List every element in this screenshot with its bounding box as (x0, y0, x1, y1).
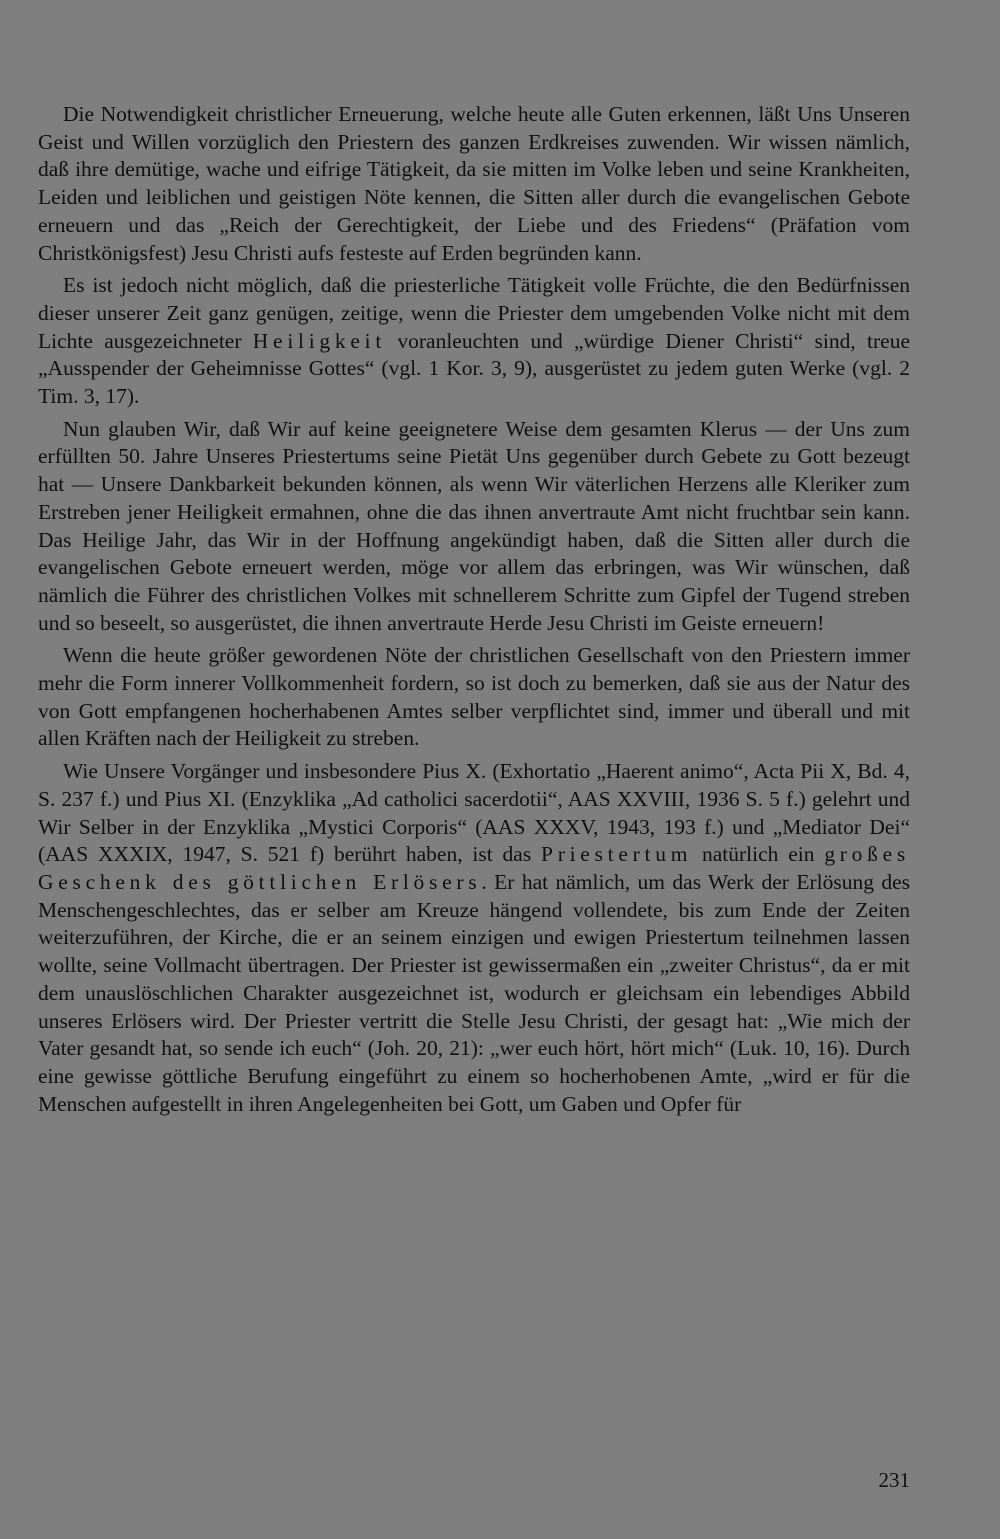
paragraph-clergy (38, 416, 910, 638)
emphasized-word: Heiligkeit (252, 328, 387, 353)
paragraph-priesthood (38, 758, 910, 1118)
page-number: 231 (878, 1468, 910, 1492)
paragraph-renewal (38, 101, 910, 267)
document-page-text (38, 101, 910, 1118)
paragraph-perfection (38, 642, 910, 753)
paragraph-text: Wenn die heute größer gewordenen Nöte der christlichen Gesellschaft von den Priestern immer mehr die Form innerer Vollkommenheit fordern, so ist doch zu bemerken, daß sie aus der Natur des von Gott empfangenen hocherhabenen Amtes selber verpflichtet sind, immer und überall und mit allen Kräften nach der Heiligkeit zu streben. (38, 643, 910, 751)
paragraph-text-part: voranleuchten und „würdige Diener Christi“ sind, treue „Ausspender der Geheimnisse Gottes“ (vgl. 1 Kor. 3, 9), ausgerüstet zu jedem guten Werke (vgl. 2 Tim. 3, 17). (38, 328, 910, 409)
paragraph-text: Die Notwendigkeit christlicher Erneuerung, welche heute alle Guten erkennen, läßt Uns Unseren Geist und Willen vorzüglich den Priestern des ganzen Erdkreises zuwenden. Wir wissen nämlich, daß ihre demütige, wache und eifrige Tätigkeit, da sie mitten im Volke leben und seine Krankheiten, Leiden und leiblichen und geistigen Nöte kennen, die Sitten aller durch die evangelischen Gebote erneuern und das „Reich der Gerechtigkeit, der Liebe und des Friedens“ (Präfation vom Christkönigsfest) Jesu Christi aufs festeste auf Erden begründen kann. (38, 102, 910, 265)
paragraph-text-part: Es ist jedoch nicht möglich, daß die priesterliche Tätigkeit volle Früchte, die den Bedürfnissen dieser unserer Zeit ganz genügen, zeitige, wenn die Priester dem umgebenden Volke nicht mit dem Lichte ausgezeichneter (38, 273, 910, 353)
paragraph-text: Nun glauben Wir, daß Wir auf keine geeignetere Weise dem gesamten Klerus — der Uns zum erfüllten 50. Jahre Unseres Priestertums seine Pietät Uns gegenüber durch Gebete zu Gott bezeugt hat — Unsere Dankbarkeit bekunden können, als wenn Wir väterlichen Herzens alle Kleriker zum Erstreben jener Heiligkeit ermahnen, ohne die das ihnen anvertraute Amt nicht fruchtbar sein kann. Das Heilige Jahr, das Wir in der Hoffnung angekündigt haben, daß die Sitten aller durch die evangelischen Gebote erneuert werden, möge vor allem das erbringen, was Wir wünschen, daß nämlich die Führer des christlichen Volkes mit schnellerem Schritte zum Gipfel der Tugend streben und so beseelt, so ausgerüstet, die ihnen anvertraute Herde Jesu Christi im Geiste erneuern! (38, 416, 910, 635)
paragraph-text-part: . Er hat nämlich, um das Werk der Erlösung des Menschengeschlechtes, das er selber am Kreuze hängend vollendete, bis zum Ende der Zeiten weiterzuführen, der Kirche, die er an seinem einzigen und ewigen Priestertum teilnehmen lassen wollte, seine Vollmacht übertragen. Der Priester ist gewissermaßen ein „zweiter Christus“, da er mit dem unauslöschlichen Charakter ausgezeichnet ist, wodurch er gleichsam ein lebendiges Abbild unseres Erlösers wird. Der Priester vertritt die Stelle Jesu Christi, der gesagt hat: „Wie mich der Vater gesandt hat, so sende ich euch“ (Joh. 20, 21): „wer euch hört, hört mich“ (Luk. 10, 16). Durch eine gewisse göttliche Berufung eingeführt zu einem so hocherhobenen Amte, „wird er für die Menschen aufgestellt in ihren Angelegenheiten bei Gott, um Gaben und Opfer für (38, 869, 910, 1116)
emphasized-word: Priestertum (541, 842, 693, 867)
paragraph-text-part: natürlich ein (692, 842, 825, 867)
paragraph-holiness (38, 272, 910, 411)
emphasized-phrase: großes Geschenk des göttlichen Erlösers (38, 842, 911, 894)
paragraph-text-part: Wie Unsere Vorgänger und insbesondere Pius X. (Exhortatio „Haerent animo“, Acta Pii X, Bd. 4, S. 237 f.) und Pius XI. (Enzyklika „Ad catholici sacerdotii“, AAS XXVIII, 1936 S. 5 f.) gelehrt und Wir Selber in der Enzyklika „Mystici Corporis“ (AAS XXXV, 1943, 193 f.) und „Mediator Dei“ (AAS XXXIX, 1947, S. 521 f) berührt haben, ist das (38, 759, 910, 867)
